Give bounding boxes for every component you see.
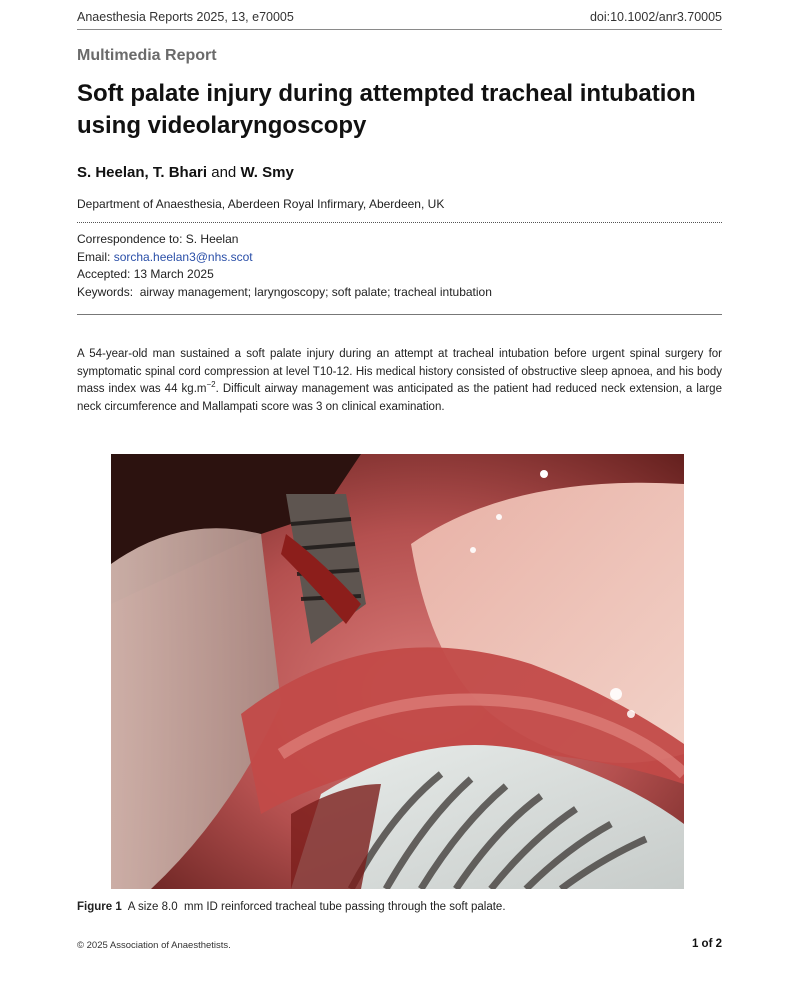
- email-label: Email:: [77, 249, 111, 264]
- figure-caption-text: A size 8.0 mm ID reinforced tracheal tube passing through the soft palate.: [127, 901, 506, 913]
- article-title: Soft palate injury during attempted tracheal intubation using videolaryngoscopy: [77, 80, 696, 139]
- body-text-2: . Difficult airway management was anticipated as the patient had reduced neck extension, a large neck circumference and Mallampati score was 3 on clinical examination.: [77, 383, 722, 413]
- figure-caption: [77, 901, 506, 913]
- body-text-1: A 54-year-old man sustained a soft palate injury during an attempt at tracheal intubation before urgent spinal surgery for symptomatic spinal cord compression at level T10-12. His medical history consisted of obstructive sleep apnoea, and his body mass index was 44 kg.m: [77, 348, 722, 396]
- page-number: 1 of 2: [691, 938, 722, 950]
- figure-image: [111, 454, 684, 889]
- journal-citation: Anaesthesia Reports 2025, 13, e70005: [77, 10, 294, 24]
- body-superscript: −2: [206, 380, 216, 390]
- author-3: W. Smy: [240, 164, 294, 181]
- article-metadata: [77, 231, 492, 301]
- author-conjunction: and: [211, 164, 237, 181]
- copyright: © 2025 Association of Anaesthetists.: [77, 940, 231, 951]
- keywords: Keywords: airway management; laryngoscopy; soft palate; tracheal intubation: [77, 284, 492, 299]
- email-link[interactable]: sorcha.heelan3@nhs.scot: [113, 249, 253, 264]
- running-header: [77, 10, 722, 30]
- affiliation: Department of Anaesthesia, Aberdeen Royal Infirmary, Aberdeen, UK: [77, 197, 445, 211]
- dotted-divider: [77, 222, 722, 223]
- body-paragraph: [77, 346, 722, 416]
- endoscopic-photo: [111, 454, 684, 889]
- correspondence: Correspondence to: S. Heelan: [77, 232, 239, 246]
- article-type: Multimedia Report: [77, 47, 217, 64]
- section-divider: [77, 314, 722, 315]
- doi[interactable]: doi:10.1002/anr3.70005: [589, 10, 722, 24]
- figure-label: Figure 1: [77, 901, 122, 913]
- author-list: [77, 164, 294, 181]
- author-2: T. Bhari: [152, 164, 208, 181]
- author-1: S. Heelan,: [77, 164, 149, 181]
- email-line: [77, 249, 492, 267]
- accepted-date: Accepted: 13 March 2025: [77, 267, 214, 281]
